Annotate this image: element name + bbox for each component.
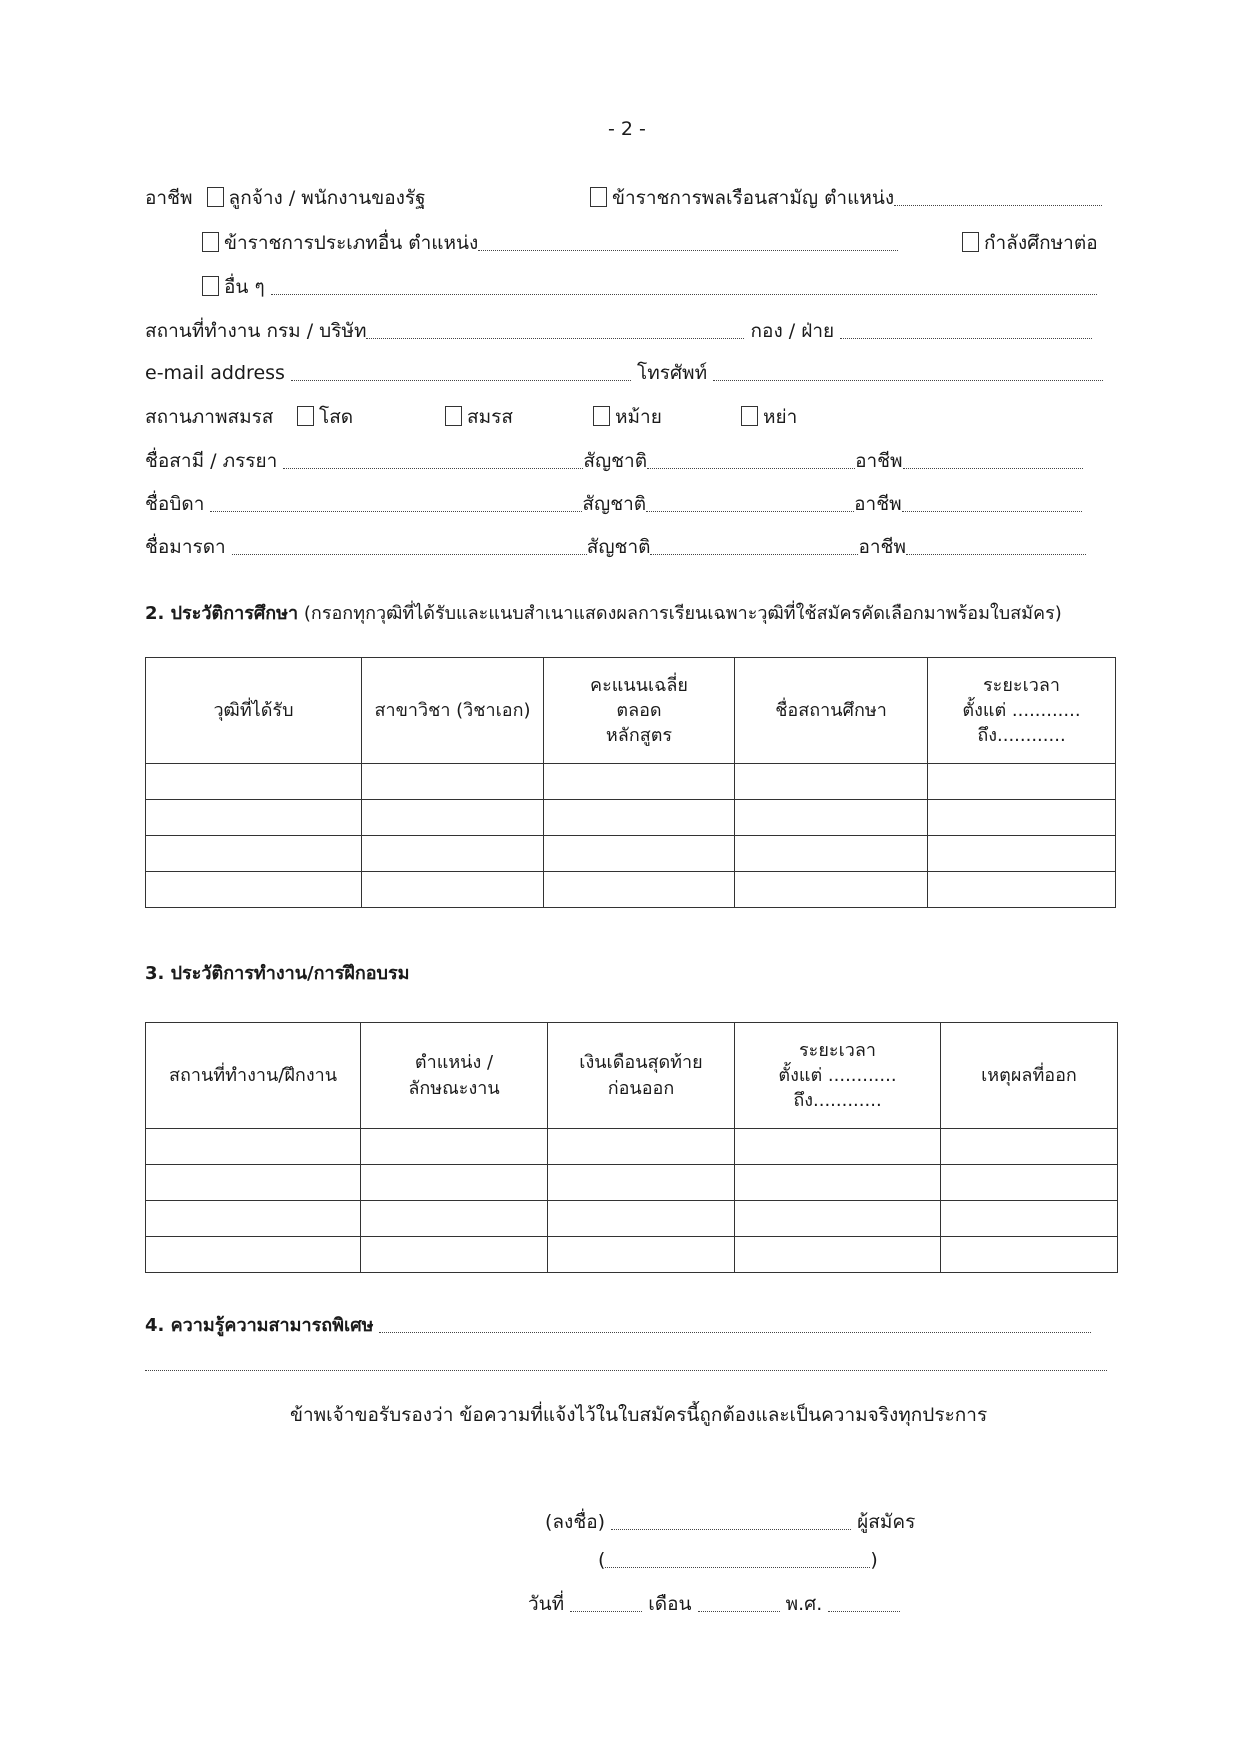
table-cell[interactable] <box>146 1237 361 1273</box>
mother-occupation-field[interactable] <box>906 553 1086 555</box>
table-cell[interactable] <box>941 1201 1118 1237</box>
father-row <box>145 489 1082 519</box>
work-heading: 3. ประวัติการทำงาน/การฝึกอบรม <box>145 963 410 984</box>
table-cell[interactable] <box>735 1129 941 1165</box>
open-paren: ( <box>598 1549 606 1571</box>
father-occupation-field[interactable] <box>902 510 1082 512</box>
mother-label: ชื่อมารดา <box>145 536 226 558</box>
table-cell[interactable] <box>735 1237 941 1273</box>
workplace-label: สถานที่ทำงาน กรม / บริษัท <box>145 320 367 342</box>
work-header-row <box>146 1023 1118 1129</box>
table-cell[interactable] <box>928 800 1116 836</box>
widowed-label: หม้าย <box>615 406 662 428</box>
others-field[interactable] <box>271 293 1097 295</box>
others-label: อื่น ๆ <box>224 276 265 298</box>
month-field[interactable] <box>698 1610 780 1612</box>
work-col-reason: เหตุผลที่ออก <box>941 1023 1118 1129</box>
table-cell[interactable] <box>735 836 928 872</box>
marital-label: สถานภาพสมรส <box>145 406 274 428</box>
table-cell[interactable] <box>735 800 928 836</box>
table-row <box>146 836 1116 872</box>
occupation-label: อาชีพ <box>145 187 193 209</box>
table-cell[interactable] <box>362 764 544 800</box>
sign-prefix: (ลงชื่อ) <box>545 1511 606 1533</box>
table-cell[interactable] <box>735 872 928 908</box>
employee-label: ลูกจ้าง / พนักงานของรัฐ <box>228 187 426 209</box>
father-name-field[interactable] <box>210 510 582 512</box>
education-heading-title: 2. ประวัติการศึกษา <box>145 603 299 624</box>
education-col-period: ระยะเวลา ตั้งแต่ ............ ถึง............ <box>928 658 1116 764</box>
table-cell[interactable] <box>544 800 735 836</box>
table-cell[interactable] <box>362 836 544 872</box>
single-checkbox[interactable] <box>297 406 314 426</box>
table-row <box>146 1201 1118 1237</box>
other-civil-label: ข้าราชการประเภทอื่น ตำแหน่ง <box>224 232 479 254</box>
father-nationality-field[interactable] <box>646 510 854 512</box>
father-occupation-label: อาชีพ <box>854 493 902 515</box>
single-label: โสด <box>319 406 354 428</box>
skills-row <box>145 1310 1091 1339</box>
marital-divorced <box>741 402 797 432</box>
applicant-label: ผู้สมัคร <box>857 1511 916 1533</box>
spouse-occupation-label: อาชีพ <box>855 450 903 472</box>
email-label: e-mail address <box>145 362 285 384</box>
printed-name-row <box>598 1549 878 1571</box>
table-cell[interactable] <box>146 836 362 872</box>
table-cell[interactable] <box>928 836 1116 872</box>
mother-occupation-label: อาชีพ <box>858 536 906 558</box>
civil-servant-row <box>590 183 1102 213</box>
page-number: - 2 - <box>608 118 646 140</box>
table-row <box>146 1237 1118 1273</box>
mother-name-field[interactable] <box>232 553 587 555</box>
table-cell[interactable] <box>548 1129 735 1165</box>
table-cell[interactable] <box>361 1129 548 1165</box>
work-col-period: ระยะเวลา ตั้งแต่ ............ ถึง............ <box>735 1023 941 1129</box>
phone-field[interactable] <box>713 379 1103 381</box>
table-cell[interactable] <box>941 1237 1118 1273</box>
workplace-field[interactable] <box>366 337 744 339</box>
others-checkbox[interactable] <box>202 276 219 296</box>
father-label: ชื่อบิดา <box>145 493 205 515</box>
education-header-row <box>146 658 1116 764</box>
work-col-salary: เงินเดือนสุดท้าย ก่อนออก <box>548 1023 735 1129</box>
table-cell[interactable] <box>928 872 1116 908</box>
studying-checkbox[interactable] <box>962 232 979 252</box>
education-col-gpa: คะแนนเฉลี่ย ตลอด หลักสูตร <box>544 658 735 764</box>
civil-servant-position-field[interactable] <box>894 204 1102 206</box>
table-cell[interactable] <box>146 764 362 800</box>
other-civil-row <box>202 228 898 258</box>
table-cell[interactable] <box>941 1129 1118 1165</box>
year-field[interactable] <box>828 1610 900 1612</box>
table-cell[interactable] <box>735 1201 941 1237</box>
month-label: เดือน <box>648 1593 692 1615</box>
close-paren: ) <box>870 1549 878 1571</box>
table-row <box>146 800 1116 836</box>
spouse-nationality-label: สัญชาติ <box>583 450 648 472</box>
civil-servant-label: ข้าราชการพลเรือนสามัญ ตำแหน่ง <box>612 187 895 209</box>
skills-heading: 4. ความรู้ความสามารถพิเศษ <box>145 1315 374 1336</box>
table-cell[interactable] <box>735 1165 941 1201</box>
education-heading-note: (กรอกทุกวุฒิที่ได้รับและแนบสำเนาแสดงผลการเรียนเฉพาะวุฒิที่ใช้สมัครคัดเลือกมาพร้อมใบสมัคร) <box>303 603 1062 624</box>
education-table <box>145 657 1116 908</box>
table-cell[interactable] <box>361 1165 548 1201</box>
table-cell[interactable] <box>146 872 362 908</box>
mother-row <box>145 532 1086 562</box>
day-field[interactable] <box>570 1610 642 1612</box>
others-row <box>202 272 1097 302</box>
table-cell[interactable] <box>735 764 928 800</box>
table-row <box>146 872 1116 908</box>
work-col-place: สถานที่ทำงาน/ฝึกงาน <box>146 1023 361 1129</box>
table-cell[interactable] <box>362 872 544 908</box>
division-field[interactable] <box>840 337 1092 339</box>
education-col-major: สาขาวิชา (วิชาเอก) <box>362 658 544 764</box>
year-label: พ.ศ. <box>785 1593 823 1615</box>
table-cell[interactable] <box>544 764 735 800</box>
date-row <box>528 1589 900 1619</box>
table-cell[interactable] <box>146 1165 361 1201</box>
email-field[interactable] <box>291 379 631 381</box>
married-checkbox[interactable] <box>445 406 462 426</box>
other-civil-checkbox[interactable] <box>202 232 219 252</box>
employee-checkbox[interactable] <box>207 187 224 207</box>
education-col-institution: ชื่อสถานศึกษา <box>735 658 928 764</box>
spouse-nationality-field[interactable] <box>647 467 855 469</box>
marital-married <box>445 402 513 432</box>
father-nationality-label: สัญชาติ <box>582 493 647 515</box>
married-label: สมรส <box>467 406 513 428</box>
table-cell[interactable] <box>548 1237 735 1273</box>
contact-row <box>145 358 1103 388</box>
skills-field-line-2[interactable] <box>145 1369 1107 1371</box>
education-heading <box>145 598 1062 627</box>
table-cell[interactable] <box>146 800 362 836</box>
table-row <box>146 1129 1118 1165</box>
marital-single <box>297 402 353 432</box>
table-row <box>146 1165 1118 1201</box>
printed-name-field[interactable] <box>605 1566 870 1568</box>
civil-servant-checkbox[interactable] <box>590 187 607 207</box>
division-label: กอง / ฝ่าย <box>750 320 835 342</box>
mother-nationality-label: สัญชาติ <box>586 536 651 558</box>
date-label: วันที่ <box>528 1593 565 1615</box>
table-row <box>146 764 1116 800</box>
signature-row <box>545 1507 915 1537</box>
spouse-row <box>145 446 1083 476</box>
table-cell[interactable] <box>362 800 544 836</box>
table-cell[interactable] <box>548 1165 735 1201</box>
table-cell[interactable] <box>548 1201 735 1237</box>
marital-widowed <box>593 402 662 432</box>
table-cell[interactable] <box>361 1237 548 1273</box>
phone-label: โทรศัพท์ <box>637 362 708 384</box>
table-cell[interactable] <box>544 836 735 872</box>
workplace-row <box>145 316 1092 346</box>
signature-field[interactable] <box>611 1528 851 1530</box>
skills-field-line-1[interactable] <box>379 1331 1091 1333</box>
table-cell[interactable] <box>941 1165 1118 1201</box>
table-cell[interactable] <box>146 1129 361 1165</box>
table-cell[interactable] <box>544 872 735 908</box>
spouse-label: ชื่อสามี / ภรรยา <box>145 450 278 472</box>
table-cell[interactable] <box>146 1201 361 1237</box>
spouse-name-field[interactable] <box>283 467 583 469</box>
widowed-checkbox[interactable] <box>593 406 610 426</box>
other-civil-position-field[interactable] <box>478 249 898 251</box>
studying-row <box>962 228 1098 258</box>
table-cell[interactable] <box>361 1201 548 1237</box>
skills-row-2 <box>145 1352 1107 1374</box>
work-col-position: ตำแหน่ง / ลักษณะงาน <box>361 1023 548 1129</box>
work-table <box>145 1022 1118 1273</box>
studying-label: กำลังศึกษาต่อ <box>984 232 1098 254</box>
occupation-row-1 <box>145 183 426 213</box>
divorced-checkbox[interactable] <box>741 406 758 426</box>
divorced-label: หย่า <box>763 406 798 428</box>
spouse-occupation-field[interactable] <box>903 467 1083 469</box>
mother-nationality-field[interactable] <box>650 553 858 555</box>
certification-text: ข้าพเจ้าขอรับรองว่า ข้อความที่แจ้งไว้ในใบสมัครนี้ถูกต้องและเป็นความจริงทุกประการ <box>290 1404 988 1426</box>
table-cell[interactable] <box>928 764 1116 800</box>
education-col-degree: วุฒิที่ได้รับ <box>146 658 362 764</box>
